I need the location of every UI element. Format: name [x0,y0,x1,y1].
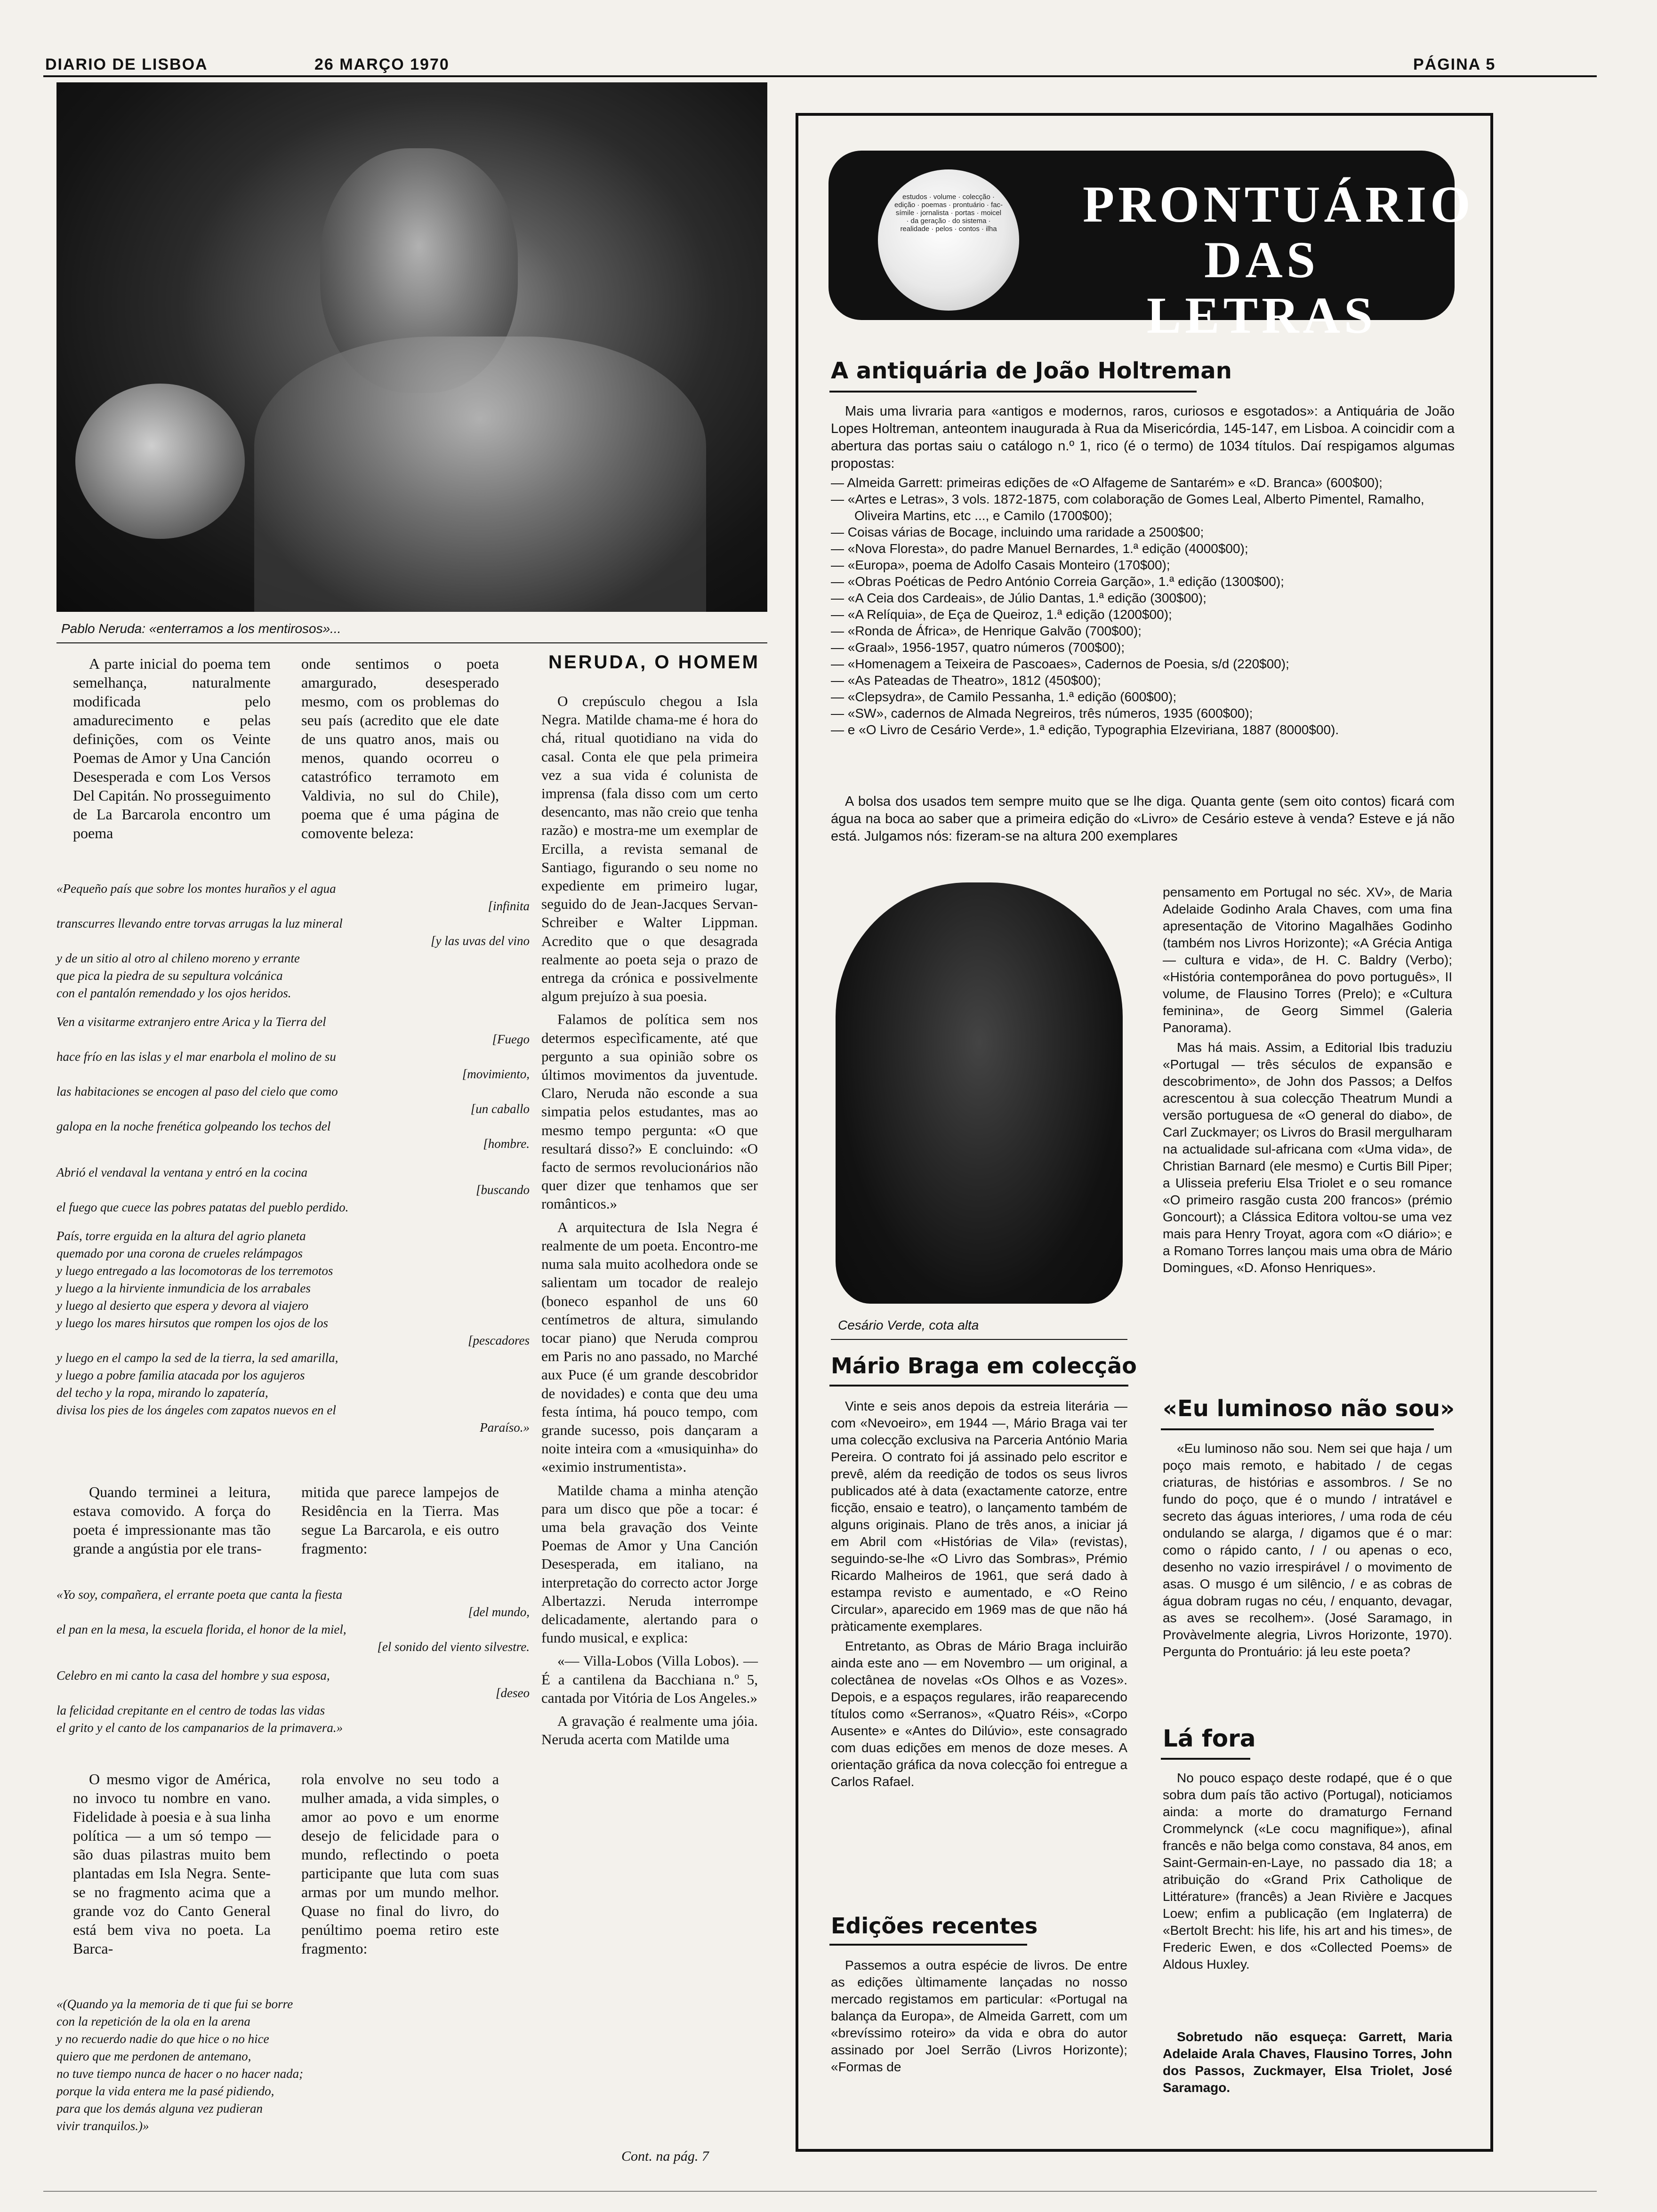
poem-stanza-6: Celebro en mi canto la casa del hombre y sua esposa, [deseo la felicidad crepitante en el centro de todas las vidas el grito y el canto de los campanarios de la primavera.» [56,1668,530,1735]
cesario-verde-portrait [836,882,1123,1304]
catalog-item: — e «O Livro de Cesário Verde», 1.ª edição, Typographia Elzeviriana, 1887 (8000$00). [831,722,1339,737]
mid-column-2: mitida que parece lampejos de Residência en la Tierra. Mas segue La Barcarola, e eis outro fragmento: [301,1483,499,1557]
holtreman-title: A antiquária de João Holtreman [831,358,1232,384]
poem-stanza-1: «Pequeño país que sobre los montes huraños y el agua [infinita transcurres llevando entre torvas arrugas la luz mineral [y las uvas del vino y de un sitio al otro al chileno moreno y errante que pica la piedra de su sepultura volcánica con el pantalón remendado y los ojos heridos. [56,882,530,1000]
bottom-rule [43,2191,1597,2192]
holtreman-intro: Mais uma livraria para «antigos e modernos, raros, curiosos e esgotados»: a Antiquária de João Lopes Holtreman, anteontem inaugurada à Rua da Misericórdia, 145-147, em Lisboa. A coincidir com a abertura das portas saiu o catálogo n.º 1, rico (é o termo) de 1034 títulos. Daí respigamos algumas propostas: [831,404,1455,471]
header-rule [43,75,1597,77]
edicoes-title: Edições recentes [831,1913,1038,1939]
luminoso-rule [1161,1428,1434,1430]
catalog-item: — «SW», cadernos de Almada Negreiros, três números, 1935 (600$00); [831,706,1253,721]
poem-stanza-5: «Yo soy, compañera, el errante poeta que canta la fiesta [del mundo, el pan en la mesa, la escuela florida, el honor de la miel, [el sonido del viento silvestre. [56,1587,530,1654]
poem-stanza-7: «(Quando ya la memoria de ti que fui se borre con la repetición de la ola en la arena y no recuerdo nadie do que hice o no hice quiero que me perdonen de antemano, no tuve tiempo nunca de hacer o no hacer nada; porque la vida entera me la pasé pidiendo, para que los demás alguna vez pudieran vivir tranquilos.)» [56,1997,304,2133]
neruda-section-title: NERUDA, O HOMEM [548,652,760,673]
globe-logo: estudos · volume · colecção · edição · poemas · prontuário · fac-símile · jornalista · portas · moicel · da geração · do sistema · realidade · pelos · contos · ilha [878,169,1019,311]
edicoes-continuation: pensamento em Portugal no séc. XV», de Maria Adelaide Godinho Arala Chaves, com uma fina apresentação de Vitorino Magalhães Godinho (também nos Livros Horizonte); «A Grécia Antiga — cultura e vida», de H. C. Baldry (Verbo); «História contemporânea do povo português», II volume, de Flausino Torres (Prelo); e «Cultura feminina», de Georg Simmel (Galeria Panorama). Mas há mais. Assim, a Editorial Ibis traduziu «Portugal — três séculos de expansão e descobrimento», de John dos Passos; a Delfos acrescentou à sua colecção Theatrum Mundi a versão portuguesa de «O general do diabo», de Carl Zuckmayer; os Livros do Brasil mergulharam na actualidade sul-africana com «Uma vida», de Christian Barnard (ele mesmo) e Curtis Bill Piper; a Ulisseia preferiu Elsa Triolet e o seu romance «O primeiro rasgão custa 200 francos» (prémio Goncourt); a Clássica Editora voltou-se uma vez mais para Henry Troyat, agora com «O diário»; e a Romano Torres lançou mais uma obra de Mário Domingues, «D. Afonso Henriques». [1163,885,1452,1275]
poem-stanza-4: País, torre erguida en la altura del agrio planeta quemado por una corona de crueles relámpagos y luego entregado a las locomotoras de los terremotos y luego a la hirviente inmundicia de los arrabales y luego al desierto que espera y devora al viajero y luego los mares hirsutos que rompen los ojos de los [pescadores y luego en el campo la sed de la tierra, la sed amarilla, y luego a pobre familia atacada por los agujeros del techo y la ropa, mirando lo zapatería, divisa los pies de los ángeles com zapatos nuevos en el Paraíso.» [56,1229,530,1435]
lafora-rule [1161,1758,1250,1760]
catalog-item: — «Homenagem a Teixeira de Pascoaes», Cadernos de Poesia, s/d (220$00); [831,657,1289,671]
poem-block-1 [56,880,530,1448]
catalog-item: — «Clepsydra», de Camilo Pessanha, 1.ª edição (600$00); [831,689,1177,704]
intro-column-2: onde sentimos o poeta amargurado, desesperado mesmo, com os problemas do seu país (acredito que ele date de uns quatro anos, mais ou menos, quando ocorreu o catastrófico terramoto em Valdivia, no sul do Chile), poema que é uma página de comovente beleza: [301,655,499,842]
issue-date: 26 MARÇO 1970 [314,56,450,73]
continued-note: Cont. na pág. 7 [621,2148,709,2164]
catalog-item: — «As Pateadas de Theatro», 1812 (450$00); [831,673,1101,688]
catalog-item: — «Ronda de África», de Henrique Galvão (700$00); [831,624,1142,638]
lafora-title: Lá fora [1163,1725,1256,1752]
catalog-item: — «Obras Poéticas de Pedro António Correia Garção», 1.ª edição (1300$00); [831,574,1284,589]
lafora-footer: Sobretudo não esqueça: Garrett, Maria Adelaide Arala Chaves, Flausino Torres, John dos Passos, Zuckmayer, Elsa Triolet, José Saramago. [1163,2029,1452,2095]
photo-body-shape [254,337,706,612]
edicoes-rule [829,1944,1027,1946]
cesario-caption-rule [831,1339,1127,1340]
holtreman-outro: A bolsa dos usados tem sempre muito que se lhe diga. Quanta gente (sem oito contos) ficará com água na boca ao saber que a primeira edição do «Livro» de Cesário esteve à venda? Esteve e já não está. Julgamos nós: fizeram-se na altura 200 exemplares [831,794,1455,844]
catalog-item: — «A Relíquia», de Eça de Queiroz, 1.ª edição (1200$00); [831,607,1172,622]
catalog-item: — Coisas várias de Bocage, incluindo uma raridade a 2500$00; [831,525,1204,539]
mid-column-1: Quando terminei a leitura, estava comovido. A força do poeta é impressionante mas tão grande a angústia por ele trans- [73,1483,271,1557]
catalog-item: — «Graal», 1956-1957, quatro números (700$00); [831,640,1125,655]
poem-stanza-2: Ven a visitarme extranjero entre Arica y la Tierra del [Fuego hace frío en las islas y el mar enarbola el molino de su [movimiento, las habitaciones se encogen al paso del cielo que como [un caballo galopa en la noche frenética golpeando los techos del [hombre. [56,1015,530,1151]
edicoes-body: Passemos a outra espécie de livros. De entre as edições ùltimamente lançadas no nosso mercado registamos em particular: «Portugal na balança da Europa», de Almeida Garrett, com um «brevíssimo roteiro» da vida e obra do autor assinado por Joel Serrão (Livros Horizonte); «Formas de [831,1958,1127,2074]
low-column-2: rola envolve no seu todo a mulher amada, a vida simples, o amor ao povo e um enorme desejo de felicidade para o mundo, reflectindo o poeta participante que luta com suas armas por um mundo melhor. Quase no final do livro, do penúltimo poema retiro este fragmento: [301,1771,499,1957]
poem-block-2 [56,1586,530,1748]
lafora-body: No pouco espaço deste rodapé, que é o que sobra dum país tão activo (Portugal), noticiamos ainda: a morte do dramaturgo Fernand Crommelynck («Le cocu magnifique»), afinal francês e não belga como constava, 84 anos, em Saint-Germain-en-Laye, no passado dia 18; a atribuição do «Grand Prix Catholique de Littérature» (francês) a Jean Rivière e Jacques Loew; enfim a publicação (em Inglaterra) de «Bertolt Brecht: his life, his art and his times», de Frederic Ewen, e dos «Collected Poems» de Aldous Huxley. [1163,1771,1452,1972]
holtreman-rule [829,391,1197,393]
holtreman-list [831,474,1455,738]
catalog-item: — Almeida Garrett: primeiras edições de «O Alfageme de Santarém» e «D. Branca» (600$00); [831,475,1383,490]
caption-rule [56,642,767,643]
luminoso-title: «Eu luminoso não sou» [1163,1395,1455,1422]
neruda-column: O crepúsculo chegou a Isla Negra. Matilde chama-me é hora do chá, ritual quotidiano na vida do casal. Conta ele que pela primeira vez a sua vida é colunista de imprensa (fala disso com um certo desencanto, mas não creio que tenha razão) e mostra-me um exemplar de Ercilla, a revista semanal de Santiago, figurando o seu nome no expediente em primeiro lugar, seguido do de Jean-Jacques Servan-Schreiber e Walter Lippman. Acredito que o que desagrada realmente ao poeta seja o prazo de entrega da crónica e possivelmente algum prejuízo à sua poesia. Falamos de política sem nos determos especìficamente, até que pergunto a sua opinião sobre os últimos movimentos da juventude. Claro, Neruda não esconde a sua simpatia pelos estudantes, mas ao mesmo tempo pergunta: «O que resultará disso?» E concluindo: «O facto de sermos revolucionários não quer dizer que tenhamos que ser românticos.» A arquitectura de Isla Negra é realmente de um poeta. Encontro-me numa sala muito acolhedora onde se salientam um tocador de realejo (boneco espanhol de uns 60 centímetros de altura, simulando tocar piano) que Neruda comprou em Paris no ano passado, no Marché aux Puce (é um grande descobridor de novidades) e conta que deu uma festa íntima, há pouco tempo, com grande sucesso, pois dançaram a noite inteira com a «musiquinha» do «eximio instrumentista». Matilde chama a minha atenção para um disco que põe a tocar: é uma bela gravação dos Veinte Poemas de Amor y Una Canción Desesperada, em italiano, na interpretação do correcto actor Jorge Albertazzi. Neruda interrompe delicadamente, alertando para o fundo musical, e explica: «— Villa-Lobos (Villa Lobos). — É a cantilena da Bacchiana n.º 5, cantada por Vitória de Los Angeles.» A gravação é realmente uma jóia. Neruda acerta com Matilde uma [541,693,758,1748]
intro-column-1: A parte inicial do poema tem semelhança, naturalmente modificada pelo amadurecimento e pelas definições, com os Veinte Poemas de Amor y Una Canción Desesperada e com Los Versos Del Capitán. No prosseguimento de La Barcarola encontro um poema [73,655,271,842]
page-number: PÁGINA 5 [1413,56,1496,73]
photo-object-shape [75,384,245,539]
newspaper-name: DIARIO DE LISBOA [45,56,208,73]
braga-body: Vinte e seis anos depois da estreia literária — com «Nevoeiro», em 1944 —, Mário Braga vai ter uma colecção exclusiva na Parceria António Maria Pereira. O contrato foi já assinado pelo escritor e prevê, além da reedição de todos os seus livros publicados até à data (exactamente catorze, entre ficção, ensaio e teatro), o lançamento também de alguns originais. Plano de três anos, a iniciar já em Abril com «Histórias de Vila» (revistas), seguindo-se-lhe «O Livro das Sombras», Prémio Ricardo Malheiros de 1961, que será dado à estampa revisto e aumentado, e «O Reino Circular», aparecido em 1969 mas de que não há pràticamente exemplares. Entretanto, as Obras de Mário Braga incluirão ainda este ano — em Novembro — um original, a colectânea de novelas «Os Olhos e as Vozes». Depois, e a espaços regulares, irão reaparecendo títulos como «Serranos», «Quatro Réis», «Corpo Ausente» e «Antes do Dilúvio», este consagrado com duas edições em menos de doze meses. A orientação gráfica da nova colecção foi entregue a Carlos Rafael. [831,1399,1127,1789]
catalog-item: — «Nova Floresta», do padre Manuel Bernardes, 1.ª edição (4000$00); [831,541,1248,556]
catalog-item: — «A Ceia dos Cardeais», de Júlio Dantas, 1.ª edição (300$00); [831,591,1207,605]
prontuario-banner-title: PRONTUÁRIO DAS LETRAS [1083,176,1474,344]
cesario-caption: Cesário Verde, cota alta [838,1318,979,1332]
catalog-item: — «Europa», poema de Adolfo Casais Monteiro (170$00); [831,558,1170,572]
neruda-photo [56,82,767,612]
photo-caption: Pablo Neruda: «enterramos a los mentirosos»... [61,621,341,636]
poem-block-3 [56,1996,530,2146]
low-column-1: O mesmo vigor de América, no invoco tu nombre en vano. Fidelidade à poesia e à sua linha política — a um só tempo — são duas pilastras muito bem plantadas em Isla Negra. Sente-se no fragmento acima que a grande voz do Canto General está bem viva no poeta. La Barca- [73,1771,271,1957]
luminoso-body: «Eu luminoso não sou. Nem sei que haja / um poço mais remoto, e habitado / de cegas criaturas, de histórias e assombros. / Se no fundo do poço, que é o mundo / intratável e secreto das águas interiores, / uma roda de céu ondulando se alarga, / digamos que é o mar: como o rápido canto, / / ou apenas o eco, desenho no vazio irrespirável / o movimento de asas. O musgo é um silêncio, / e as cobras de água dobram rugas no céu, / enquanto, devagar, as aves se recolhem». (José Saramago, in Provàvelmente alegria, Livros Horizonte, 1970). Pergunta do Prontuário: já leu este poeta? [1163,1441,1452,1659]
braga-rule [829,1385,1128,1387]
poem-stanza-3: Abrió el vendaval la ventana y entró en la cocina [buscando el fuego que cuece las pobres patatas del pueblo perdido. [56,1165,530,1214]
braga-title: Mário Braga em colecção [831,1353,1137,1378]
catalog-item: — «Artes e Letras», 3 vols. 1872-1875, com colaboração de Gomes Leal, Alberto Pimentel, Ramalho, Oliveira Martins, etc ..., e Camilo (1700$00); [831,492,1424,523]
